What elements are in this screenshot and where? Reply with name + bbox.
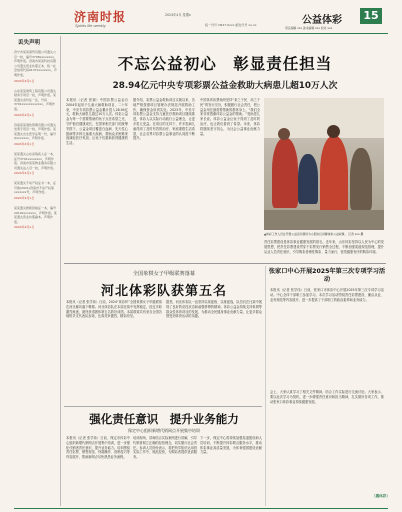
head-shape — [278, 128, 290, 140]
footer-rule — [14, 508, 388, 509]
page-number: 15 — [360, 8, 382, 24]
story4-tag: （冀体彩） — [372, 494, 390, 498]
notice-item — [14, 181, 60, 200]
notice-date: 2024年4月x日 — [14, 141, 35, 146]
lead-photo — [264, 98, 384, 230]
notice-date: 2024年4月x日 — [14, 225, 35, 230]
column-name: 公益体彩 — [302, 15, 342, 26]
head-shape — [327, 125, 340, 138]
person-figure — [298, 154, 318, 204]
story2-column-2: 据悉，河北体彩队一直坚持以赛促练、以练促战，队员们在比赛中展现了良好的竞技状态和顽强拼搏的精神。体彩公益金持续支持象棋等群众性体育项目的发展，为推动全民健身事业贡献力量，让更多群众感受到体育运动的乐趣。 — [166, 300, 262, 319]
notice-date: 2024年4月x日 — [14, 78, 35, 83]
story4-column-2: 会上，大家认真学习了相关文件精神，结合工作实际进行交流讨论。大家表示，要以此次学习为契机，进一步增强责任意识和担当精神，扎实做好各项工作，推动张家口体彩事业持续健康发展。 — [270, 390, 384, 404]
story2-headline: 河北体彩队获第五名 — [100, 284, 227, 299]
issue-info: 统一刊号 CN37-0xxx 邮发代号 xx-xx — [205, 23, 257, 27]
notice-item — [14, 50, 60, 83]
person-figure — [272, 138, 298, 208]
lead-column-1: 本报讯（记者 张颖）中国彩票公益金自2004年起用于儿童大病救助项目，二十年来，中央专项彩票公益金累计投入28.94亿元，救助大病患儿超过10万人次。体彩公益金为每一个需要帮助的孩子点亮希望之光，守护他们健康成长，在国家相关部门的统筹安排下，公益金项目覆盖白血病、先天性心脏病等多种儿童重大疾病，帮助众多困难家庭减轻医疗负担，让孩子们重新获得健康的生活。 — [66, 98, 128, 146]
brand-subtitle: Spirits life weekly — [75, 23, 106, 28]
right-column-text: 责任彩票建设是体彩事业健康发展的基石。近年来，山东体彩坚持以人民为中心的发展思想，把责任彩票建设贯穿于彩票发行销售全过程，不断加强渠道规范管理，提升从业人员责任意识，引导购彩者理性购彩、量力而行，营造健康有序的购彩环境。 — [264, 240, 384, 254]
story-rule — [64, 406, 262, 407]
person-figure — [350, 148, 372, 210]
notice-date: 2024年4月x日 — [14, 112, 35, 117]
notice-text: 某某遗失山东省残疾人证一本，证号3701xxxxxxxx，声明作废。济南市某某物业服务有限公司遗失法人章一枚，声明作废。 — [14, 151, 57, 170]
header-rule — [14, 33, 388, 34]
photo-floor — [264, 210, 384, 230]
notice-item — [14, 206, 60, 229]
newspaper-brand: 济南时报 — [74, 10, 127, 24]
person-figure — [320, 136, 348, 216]
notice-item — [14, 123, 60, 146]
story3-column-2: 培训现场，讲师结合实际案例进行讲解，引导代销者树立正确的经营理念，切实履行社会责任。参训人员纷纷表示，将把所学知识运用到实际工作中，规范经营，为购彩者提供优质服务。 — [133, 436, 197, 460]
notice-sidebar — [14, 36, 61, 506]
notice-item — [14, 89, 60, 117]
notice-date: 2024年4月x日 — [14, 171, 35, 176]
story3-column-1: 本报讯（记者 张学伟）日前，保定市体彩中心组织新增代销网点开展集中培训，进一步强化代销者责任意识，提升业务能力。培训围绕责任彩票、销售规范、终端操作、营销技巧等内容展开，帮助新网点尽快熟悉业务流程。 — [66, 436, 130, 460]
sidebar-title: 丢失声明 — [18, 40, 41, 46]
lead-subhead: 28.94亿元中央专项彩票公益金救助大病患儿超10万人次 — [112, 81, 338, 91]
notice-text: 山东某某建筑工程有限公司遗失财务专用章一枚，声明作废。某某遗失身份证一张，号码3701xxxxxxxxxxxx，声明作废。 — [14, 88, 57, 111]
story4-column-1: 本报讯（记者 张学伟）日前，张家口市体彩中心开展2025年第三次专项学习活动。中心全体干部职工参加学习。本次学习活动围绕责任彩票建设、廉洁从业、业务规范等内容展开，进一步提高了干部职工的政治素养和业务能力。 — [270, 288, 384, 302]
notice-text: 济南某某餐饮管理有限公司遗失发票专用章一枚，声明作废。某某遗失出生医学证明一份，编号Qxxxxxxx，声明作废。 — [14, 122, 57, 141]
notice-item — [14, 152, 60, 175]
notice-date: 2024年4月x日 — [14, 196, 35, 201]
notice-text: 某某遗失教师资格证一本，编号2019xxxxxxxx，声明作废。某某遗失营业执照副本，声明作废。 — [14, 206, 57, 224]
column-divider — [265, 266, 266, 506]
lead-headline: 不忘公益初心 彰显责任担当 — [117, 54, 333, 73]
section-rule — [64, 263, 386, 264]
notice-text: 某某遗失不动产权证书一本，证号鲁(2021)济南市不动产权第xxxxxxx号，声明作废。 — [14, 181, 57, 195]
photo-caption: ▲体彩工作人员在开展公益活动现场为小朋友们讲解体彩公益故事。 记者 xxx 摄 — [264, 232, 364, 236]
editor-credit: 责任编辑 xxx 美术编辑 xxx 校对 xxx — [285, 26, 333, 30]
story3-headline: 强化责任意识 提升业务能力 — [89, 412, 239, 426]
lead-column-3: 中国体育彩票始终坚持“来之于民、用之于民”的发行宗旨，积极履行社会责任，把公益金用在最需要帮助的群体身上。“我们全家非常感谢体彩公益金的帮助。”受助患儿家长说。体彩公益金让孩子得到了及时的治疗，也让我们看到了希望。未来，体彩将继续坚守初心，为社会公益事业贡献力量。 — [200, 98, 260, 136]
issue-date: 2024年4月 星期x — [165, 13, 191, 17]
lead-column-2: 据介绍，彩票公益金救助项目实施以来，各地严格按照项目管理办法规范开展救助工作，确保资金用到实处。2023年，中央专项彩票公益金支持儿童医疗救助项目继续推进，体彩人以实际行动践行公益理念，让更多患儿受益。在项目的支持下，许多患病儿童得到了及时有效的治疗，家庭重燃生活希望，社会各界对彩票公益事业的认同度不断提升。 — [133, 98, 195, 141]
story3-deck: 保定中心组织新增代销网点开展集中培训 — [128, 428, 200, 433]
masthead — [0, 0, 402, 34]
story3-column-3: 下一步，保定中心将持续加强渠道建设和人员培训，不断提升体彩网点服务水平，推动体彩事业高质量发展，为体育强国建设贡献力量。 — [200, 436, 262, 455]
story2-kicker: 全国象棋女子甲级联赛落幕 — [132, 271, 196, 277]
story2-column-1: 本报讯（记者 张学伟）日前，2024“体彩杯”全国象棋女子甲级联赛在河北廊坊落下帷幕。河北体彩队在本届比赛中发挥稳定，经过多轮激烈角逐，最终获得团体第五名的好成绩。本届联赛共有来自全国各地的多支代表队参赛，比赛竞争激烈，精彩纷呈。 — [66, 300, 162, 319]
story4-headline: 张家口中心开展2025年第三次专项学习活动 — [268, 268, 386, 283]
notice-text: 济宁市某某商贸有限公司遗失公章一枚，编号3708xxxxxxxx，声明作废。济南市某某科技有限公司遗失营业执照正本，统一社会信用代码9137xxxxxxxx，声明作废。 — [14, 50, 57, 77]
